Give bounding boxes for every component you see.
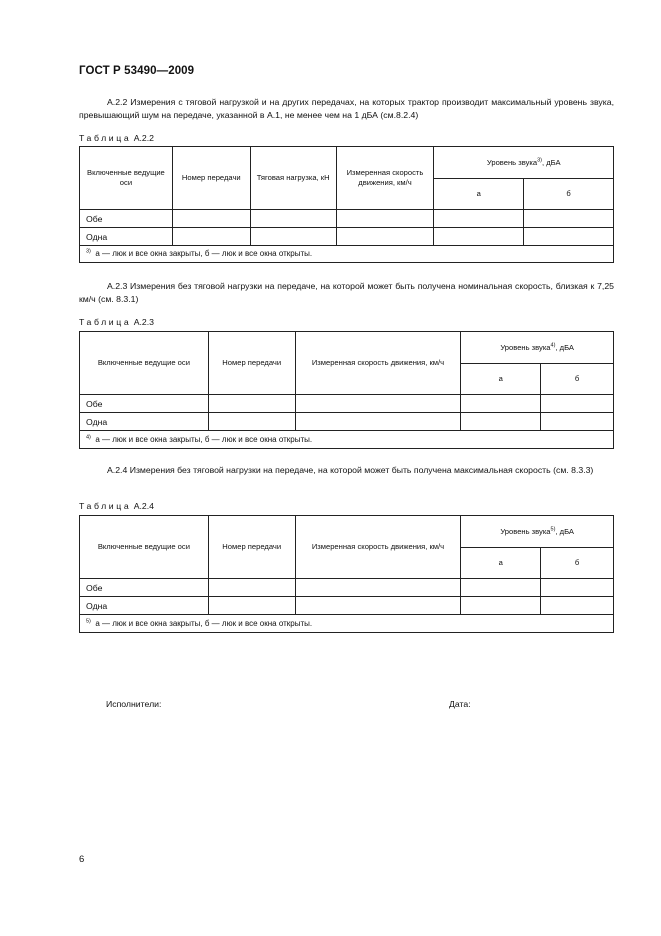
col-drive-axles: Включенные ведущие оси <box>80 516 209 579</box>
table-row <box>80 579 614 597</box>
table-footnote: $^{4)}$ а — люк и все окна закрыты, б — люк и все окна открыты. <box>80 431 614 449</box>
col-gear: Номер передачи <box>208 516 295 579</box>
row-label-one: Одна <box>80 228 173 246</box>
table-footnote: $^{5)}$ а — люк и все окна закрыты, б — люк и все окна открыты. <box>80 615 614 633</box>
performers-label: Исполнители: <box>106 699 162 709</box>
col-sound-b: б <box>524 179 614 210</box>
paragraph-a24: А.2.4 Измерения без тяговой нагрузки на передаче, на которой может быть получена максимальная скорость (см. 8.3.3) <box>107 465 594 475</box>
col-sound-level: Уровень звука$^{4)}$, дБА <box>461 332 614 364</box>
table-caption-a22: Таблица А.2.2 <box>79 133 154 143</box>
col-gear: Номер передачи <box>172 147 250 210</box>
table-caption-a23: Таблица А.2.3 <box>79 317 154 327</box>
row-label-both: Обе <box>80 395 209 413</box>
page-number: 6 <box>79 854 85 865</box>
document-code: ГОСТ Р 53490—2009 <box>79 65 195 77</box>
row-label-both: Обе <box>80 579 209 597</box>
table-footnote: $^{3)}$ а — люк и все окна закрыты, б — люк и все окна открыты. <box>80 246 614 263</box>
table-caption-a24: Таблица А.2.4 <box>79 501 154 511</box>
col-speed: Измеренная скорость движения, км/ч <box>295 332 461 395</box>
col-sound-a: а <box>461 548 541 579</box>
row-label-both: Обе <box>80 210 173 228</box>
col-drive-axles: Включенные ведущие оси <box>80 147 173 210</box>
paragraph-a23: А.2.3 Измерения без тяговой нагрузки на передаче, на которой может быть получена номинальная скорость, близкая к 7,25 км/ч (см. 8.3.1) <box>79 281 614 304</box>
paragraph-a22: А.2.2 Измерения с тяговой нагрузкой и на других передачах, на которых трактор производит максимальный уровень звука, превышающий шум на передаче, указанной в А.1, не менее чем на 1 дБА (см.8.2.4) <box>79 97 614 120</box>
col-sound-b: б <box>541 364 614 395</box>
table-row <box>80 228 614 246</box>
table-row <box>80 395 614 413</box>
col-sound-a: а <box>461 364 541 395</box>
table-a23 <box>79 331 614 449</box>
col-sound-level: Уровень звука$^{3)}$, дБА <box>434 147 614 179</box>
col-sound-a: а <box>434 179 524 210</box>
date-label: Дата: <box>449 699 471 709</box>
col-traction: Тяговая нагрузка, кН <box>250 147 336 210</box>
table-row <box>80 413 614 431</box>
table-a24 <box>79 515 614 633</box>
col-speed: Измеренная скорость движения, км/ч <box>336 147 434 210</box>
col-speed: Измеренная скорость движения, км/ч <box>295 516 461 579</box>
col-drive-axles: Включенные ведущие оси <box>80 332 209 395</box>
row-label-one: Одна <box>80 413 209 431</box>
col-sound-b: б <box>541 548 614 579</box>
col-gear: Номер передачи <box>208 332 295 395</box>
col-sound-level: Уровень звука$^{5)}$, дБА <box>461 516 614 548</box>
table-row <box>80 210 614 228</box>
row-label-one: Одна <box>80 597 209 615</box>
table-a22 <box>79 146 614 263</box>
table-row <box>80 597 614 615</box>
